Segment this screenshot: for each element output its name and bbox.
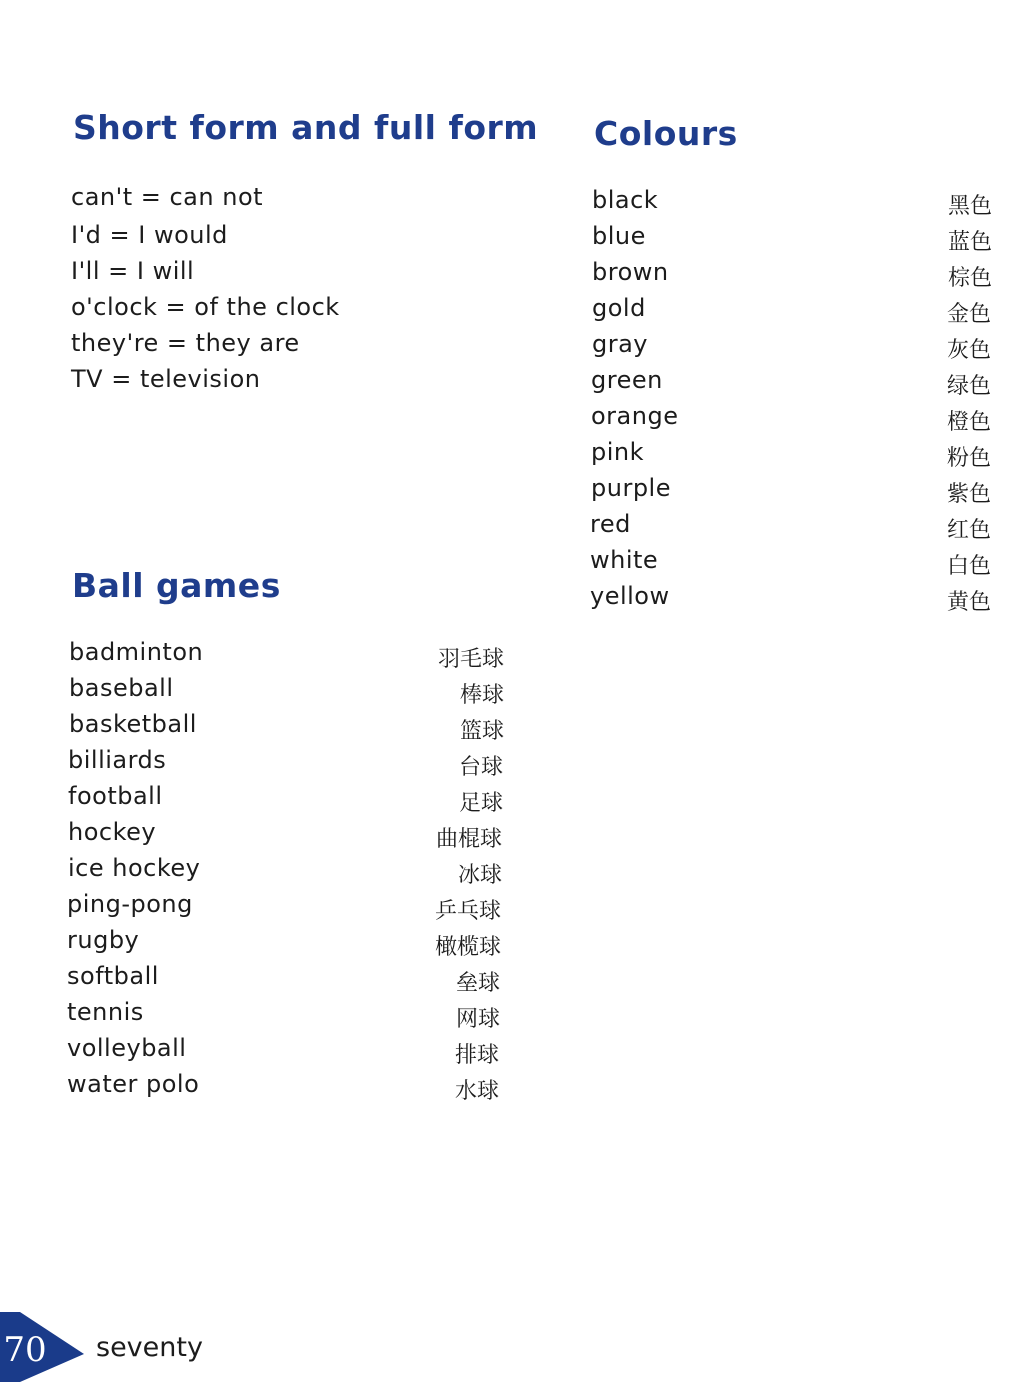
colour-zh: 金色 [946, 302, 991, 327]
list-item [592, 546, 992, 582]
colour-en: brown [592, 258, 669, 286]
short-form-item: they're = they are [71, 329, 300, 357]
heading-colours: Colours [594, 114, 738, 153]
heading-short-form: Short form and full form [73, 108, 539, 147]
colour-en: gold [592, 294, 646, 322]
ball-game-en: basketball [69, 710, 197, 738]
list-item [68, 1034, 504, 1070]
ball-game-zh: 台球 [458, 755, 503, 780]
ball-game-zh: 橄榄球 [434, 935, 501, 960]
colour-en: red [590, 510, 631, 538]
short-form-item: TV = television [71, 365, 261, 393]
ball-game-zh: 羽毛球 [437, 647, 504, 672]
list-item [592, 294, 992, 330]
colour-en: black [592, 186, 659, 214]
colour-zh: 绿色 [946, 374, 991, 399]
ball-games-list [68, 638, 504, 1106]
list-item [68, 818, 504, 854]
colours-list [592, 186, 992, 618]
colour-zh: 白色 [946, 554, 991, 579]
colour-zh: 棕色 [947, 266, 992, 291]
ball-game-en: ice hockey [68, 854, 201, 882]
ball-game-zh: 足球 [458, 791, 503, 816]
heading-ball-games: Ball games [72, 566, 281, 605]
colour-zh: 黑色 [947, 194, 992, 219]
short-form-item: I'd = I would [71, 221, 228, 249]
list-item [592, 222, 992, 258]
short-form-item: I'll = I will [71, 257, 195, 285]
ball-game-zh: 冰球 [457, 863, 502, 888]
colour-en: purple [591, 474, 671, 502]
list-item [68, 890, 504, 926]
list-item [592, 402, 992, 438]
colour-zh: 红色 [946, 518, 991, 543]
list-item [592, 186, 992, 222]
colour-en: blue [592, 222, 646, 250]
ball-game-zh: 棒球 [459, 683, 504, 708]
colour-en: white [590, 546, 659, 574]
colour-en: gray [592, 330, 649, 358]
list-item [592, 474, 992, 510]
short-form-item: can't = can not [71, 183, 264, 211]
list-item [592, 258, 992, 294]
colour-zh: 紫色 [946, 482, 991, 507]
ball-game-en: baseball [69, 674, 174, 702]
list-item [68, 1070, 504, 1106]
ball-game-zh: 曲棍球 [435, 827, 502, 852]
ball-game-en: volleyball [67, 1034, 187, 1062]
list-item [68, 638, 504, 674]
ball-game-en: water polo [67, 1070, 200, 1098]
colour-en: orange [591, 402, 679, 430]
colour-zh: 黄色 [946, 590, 991, 615]
ball-game-en: rugby [67, 926, 140, 954]
ball-game-en: badminton [69, 638, 204, 666]
colour-zh: 灰色 [946, 338, 991, 363]
list-item [592, 330, 992, 366]
list-item [68, 926, 504, 962]
colour-zh: 橙色 [946, 410, 991, 435]
ball-game-en: softball [67, 962, 159, 990]
colour-en: pink [591, 438, 645, 466]
ball-game-en: billiards [68, 746, 167, 774]
list-item [68, 962, 504, 998]
list-item [592, 510, 992, 546]
colour-en: yellow [590, 582, 670, 610]
ball-game-zh: 水球 [454, 1079, 499, 1104]
ball-game-zh: 排球 [454, 1043, 499, 1068]
ball-game-en: hockey [68, 818, 157, 846]
ball-game-en: ping-pong [67, 890, 193, 918]
list-item [68, 854, 504, 890]
ball-game-en: football [68, 782, 163, 810]
colour-zh: 蓝色 [947, 230, 992, 255]
colour-zh: 粉色 [946, 446, 991, 471]
list-item [68, 998, 504, 1034]
list-item [68, 710, 504, 746]
page-number: 70 [3, 1330, 47, 1370]
colour-en: green [591, 366, 663, 394]
ball-game-en: tennis [67, 998, 144, 1026]
list-item [592, 438, 992, 474]
short-form-item: o'clock = of the clock [71, 293, 340, 321]
ball-game-zh: 乒乓球 [434, 899, 501, 924]
list-item [68, 782, 504, 818]
ball-game-zh: 网球 [455, 1007, 500, 1032]
list-item [592, 582, 992, 618]
ball-game-zh: 篮球 [459, 719, 504, 744]
list-item [592, 366, 992, 402]
list-item [68, 746, 504, 782]
ball-game-zh: 垒球 [455, 971, 500, 996]
page-number-word: seventy [96, 1332, 203, 1363]
list-item [68, 674, 504, 710]
